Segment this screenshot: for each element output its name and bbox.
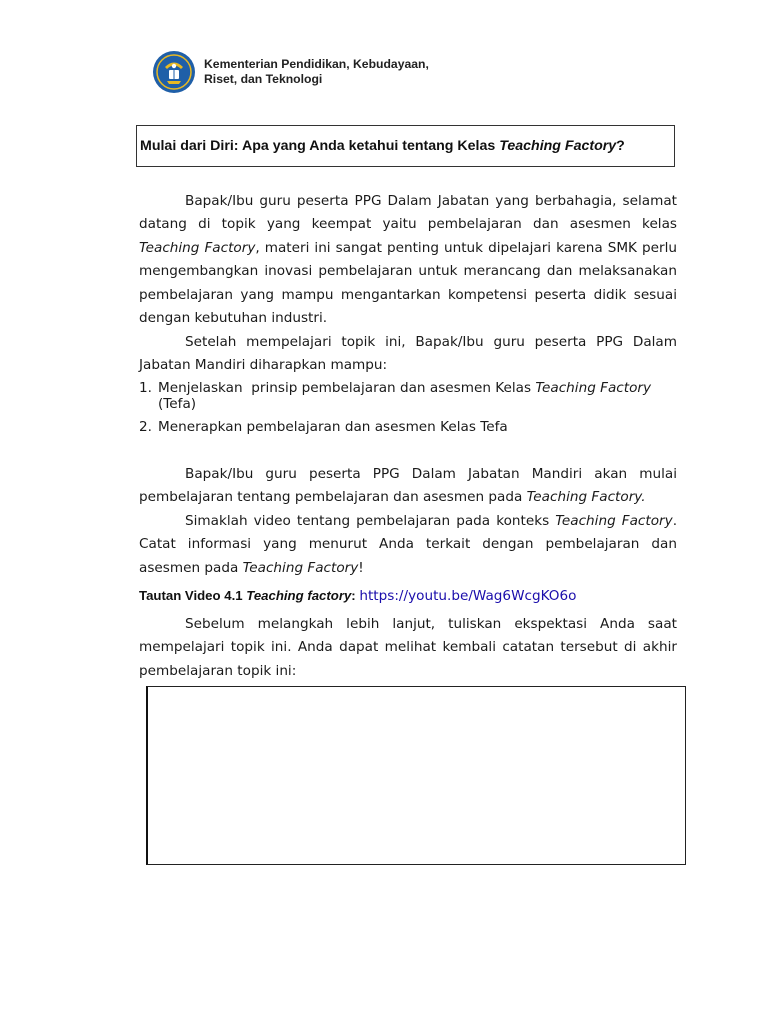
para4-text-1: Simaklah video tentang pembelajaran pada konteks	[185, 513, 556, 529]
intro-text-1: Bapak/Ibu guru peserta PPG Dalam Jabatan yang berbahagia, selamat datang di topik yang keempat yaitu pembelajaran dan asesmen kelas	[139, 193, 677, 233]
section-title	[136, 125, 675, 167]
para3-text: Bapak/Ibu guru peserta PPG Dalam Jabatan Mandiri akan mulai pembelajaran tentang pembelajaran dan asesmen pada	[139, 466, 677, 506]
paragraph-4	[139, 510, 677, 580]
goal-text-2: Menerapkan pembelajaran dan asesmen Kelas Tefa	[158, 419, 508, 435]
paragraph-5: Sebelum melangkah lebih lanjut, tuliskan ekspektasi Anda saat mempelajari topik ini. Anda dapat melihat kembali catatan tersebut di akhir pembelajaran topik ini:	[139, 616, 677, 679]
caption-colon: :	[351, 588, 360, 603]
goal-number-1: 1.	[139, 380, 152, 396]
paragraph-3	[139, 463, 677, 510]
para3-italic: Teaching Factory.	[526, 489, 646, 506]
ministry-line-2: Riset, dan Teknologi	[204, 72, 323, 86]
video-link[interactable]: https://youtu.be/Wag6WcgKO6o	[359, 588, 577, 604]
ministry-name	[204, 57, 429, 87]
intro-text-2: , materi ini sangat penting untuk dipelajari karena SMK perlu mengembangkan inovasi pembelajaran untuk merancang dan melaksanakan pembelajaran yang mampu mengantarkan kompetensi peserta didik sesuai dengan kebutuhan industri.	[139, 239, 677, 327]
para4-text-3: !	[358, 559, 364, 576]
ministry-line-1: Kementerian Pendidikan, Kebudayaan,	[204, 57, 429, 71]
para4-italic-2: Teaching Factory	[242, 559, 359, 576]
title-italic: Teaching Factory	[499, 138, 617, 154]
goal-item-2	[139, 420, 687, 436]
header	[152, 50, 429, 94]
intro-paragraph	[139, 190, 677, 330]
goals-intro: Setelah mempelajari topik ini, Bapak/Ibu guru peserta PPG Dalam Jabatan Mandiri diharapkan mampu:	[139, 334, 677, 374]
goal-text-1-italic: Teaching Factory	[535, 380, 652, 396]
goal-text-1	[158, 381, 687, 412]
tut-wuri-handayani-logo	[152, 50, 196, 94]
para4-italic-1: Teaching Factory	[555, 513, 673, 529]
caption-italic: Teaching factory	[246, 588, 352, 603]
title-prefix: Mulai dari Diri: Apa yang Anda ketahui tentang Kelas	[140, 138, 500, 154]
goal-item-1	[139, 381, 687, 412]
expectation-answer-box[interactable]	[146, 686, 686, 865]
goal-number-2: 2.	[139, 419, 152, 435]
goal-text-1-main: Menjelaskan prinsip pembelajaran dan asesmen Kelas	[158, 380, 536, 396]
intro-italic: Teaching Factory	[139, 239, 256, 256]
caption-label: Tautan Video 4.1	[139, 588, 247, 603]
goal-text-1-cont: (Tefa)	[158, 395, 197, 412]
para4-text-2: . Catat informasi yang menurut Anda terkait dengan pembelajaran dan asesmen pada	[139, 513, 678, 576]
title-suffix: ?	[616, 138, 625, 154]
video-caption	[139, 588, 576, 604]
